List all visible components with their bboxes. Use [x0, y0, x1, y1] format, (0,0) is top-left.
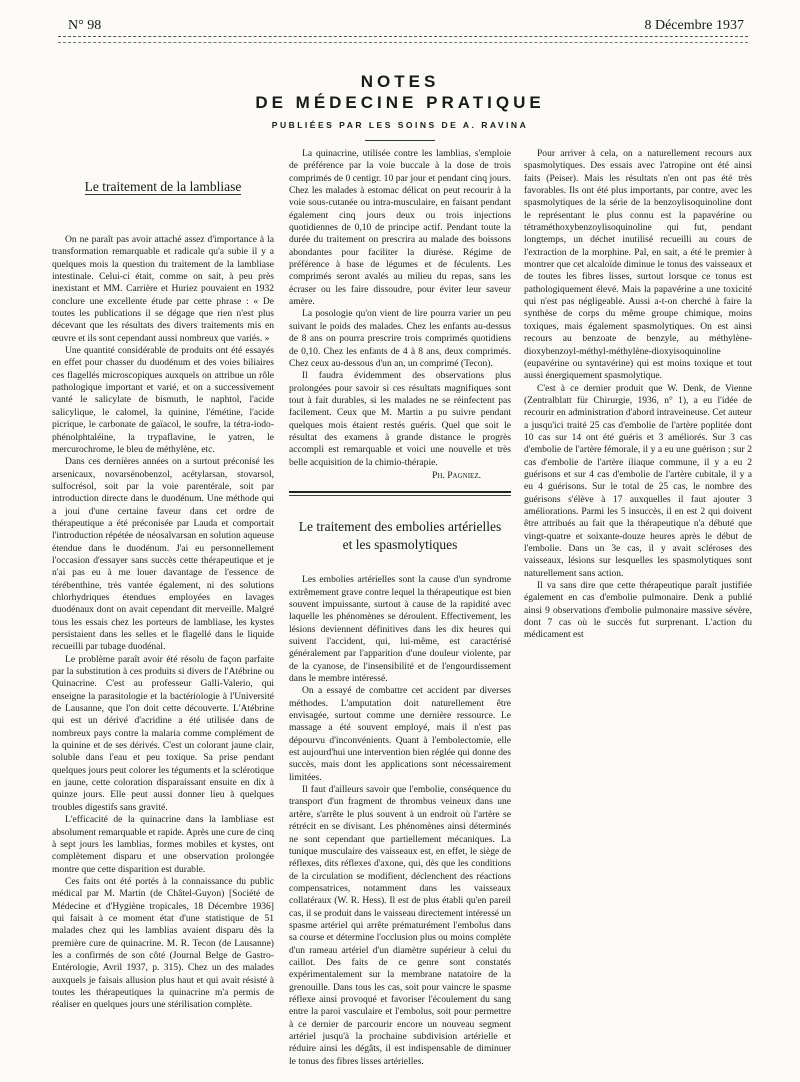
- header-rule: [58, 36, 748, 37]
- article2-paragraph: On a essayé de combattre cet accident par diverses méthodes. L'amputation doit naturellement être envisagée, surtout comme une dernière ressource. Le massage a été souvent employé, mais il n'est pas dépourvu d'inconvénients. Quant à l'embolectomie, elle est aujourd'hui une intervention bien réglée qui donne des succès, mais dont les applications sont nécessairement limitées.: [289, 685, 511, 783]
- article2-paragraph: Il va sans dire que cette thérapeutique paraît justifiée également en cas d'embolie pulmonaire. Denk a publié ainsi 9 observations d'embolie pulmonaire massive sévère, dont 7 cas où le succès fut surprenant. L'action du médicament est: [524, 580, 752, 641]
- issue-number: N° 98: [68, 18, 102, 33]
- column-3: [524, 148, 752, 1072]
- header-rule-secondary: [58, 42, 748, 43]
- article2-title: Le traitement des embolies artérielles et les spasmolytiques: [298, 519, 502, 553]
- article2-paragraph: C'est à ce dernier produit que W. Denk, de Vienne (Zentralblatt für Chirurgie, 1936, n° 1), a eu l'idée de recourir en administration d'abord intraveineuse. Cet auteur a jusqu'ici traité 25 cas d'embolie de l'artère poplitée dont 10 cas sur 14 ont été guéris et 3 améliorés. Sur 3 cas d'embolie de l'artère fémorale, il y a eu une guérison ; sur 2 cas d'embolie de l'artère iliaque commune, il y a eu 2 guérisons et sur 4 cas d'embolie de l'artère cubitale, il y a eu 4 guérisons. Sur le total de 25 cas, le nombre des guérisons s'élève à 17 auxquelles il faut ajouter 3 améliorations. Parmi les 5 insuccès, il en est 2 qui doivent être attribués au fait que la thérapeutique n'a débuté que vingt-quatre et soixante-douze heures après le début de l'embolie. Dans un 3e cas, il y avait scléroses des vaisseaux, lésions sur lesquelles les spasmolytiques sont naturellement sans action.: [524, 382, 752, 579]
- article1-paragraph: Le problème paraît avoir été résolu de façon parfaite par la substitution à ces produits si divers de l'Atébrine ou Quinacrine. C'est au professeur Galli-Valerio, qui enseigne la parasitologie et la bactériologie à l'Université de Lausanne, que l'on doit cette découverte. L'Atébrine qui est un dérivé d'acridine a été utilisée dans de nombreux pays contre la malaria comme complément de la quinine et de ses dérivés. C'est un colorant jaune clair, soluble dans l'eau et peu toxique. Sa prise pendant quelques jours peut colorer les téguments et la sclérotique en jaune, cette coloration disparaissant ensuite en dix à quinze jours. Elle peut aussi donner lieu à quelques troubles digestifs sans gravité.: [52, 653, 274, 813]
- column-2: [289, 148, 511, 1072]
- issue-date: 8 Décembre 1937: [644, 18, 744, 33]
- masthead-line1: NOTES: [360, 72, 440, 91]
- article2-paragraph: Les embolies artérielles sont la cause d'un syndrome extrêmement grave contre lequel la thérapeutique est bien souvent impuissante, surtout à cause de la rapidité avec laquelle les phénomènes se déroulent. Effectivement, les lésions deviennent définitives dans les dix heures qui suivent l'accident, qui, lui-même, est caractérisé généralement par l'apparition d'une douleur violente, par de la cyanose, de l'insensibilité et de l'engourdissement dans le membre intéressé.: [289, 574, 511, 685]
- article-separator-thin: [289, 495, 511, 496]
- masthead-rule: [365, 140, 435, 141]
- article1-paragraph: Il faudra évidemment des observations plus prolongées pour savoir si ces résultats magnifiques sont tout à fait durables, si les malades ne se réinfectent pas facilement. Ceux que M. Martin a pu suivre pendant quelques mois étaient restés guéris. Quel que soit le résultat des examens à grande distance le progrès accompli est remarquable et voici une nouvelle et très belle acquisition de la chimio-thérapie.: [289, 370, 511, 468]
- article-separator: [289, 491, 511, 493]
- article1-paragraph: La quinacrine, utilisée contre les lamblias, s'emploie de préférence par la voie buccale à la dose de trois comprimés de 0 centigr. 10 par jour et pendant cinq jours. Chez les malades à estomac délicat on peut recourir à la voie sous-cutanée ou intra-musculaire, en faisant pendant également cinq jours deux ou trois injections quotidiennes de 0,10 de principe actif. Pendant toute la durée du traitement on prescrira au malade des boissons abondantes pour faciliter la diurèse. Régime de préférence à base de légumes et de féculents. Les comprimés seront avalés au milieu du repas, sans les écraser ou les faire dissoudre, pour éviter leur saveur amère.: [289, 148, 511, 308]
- running-header: [68, 18, 744, 38]
- masthead: [0, 72, 800, 141]
- article1-paragraph: Une quantité considérable de produits ont été essayés en effet pour chasser du duodénum et des voies biliaires ces flagellés microscopiques auxquels on attribue un rôle pathologique important et varié, et on a successivement vanté le salicylate de bismuth, le naphtol, l'acide salicylique, le calomel, la quinine, l'émétine, l'acide picrique, le carbonate de gaïacol, le soufre, la tétra-iodo-phénolphtaléine, la trypaflavine, le yatren, le mercurochrome, le bleu de méthylène, etc.: [52, 345, 274, 455]
- article2-paragraph: Il faut d'ailleurs savoir que l'embolie, conséquence du transport d'un fragment de thrombus veineux dans une artère, s'arrête le plus souvent à un endroit où l'artère se rétrécit en se divisant. Les phénomènes ainsi déterminés ne sont cependant que partiellement mécaniques. La tunique musculaire des vaisseaux est, en effet, le siège de réflexes, dits réflexes d'axone, qui, dès que les conditions de la circulation se modifient, déclenchent des réactions compensatrices, notamment dans les vaisseaux collatéraux (W. R. Hess). Il est de plus établi qu'en pareil cas, il se produit dans le vaisseau directement intéressé un spasme artériel qui arrête prématurément l'embolus dans sa course et détermine l'occlusion plus ou moins complète d'un rameau artériel d'un diamètre supérieur à celui du caillot. Des faits de ce genre sont constatés expérimentalement sur la membrane natatoire de la grenouille. Dans tous les cas, soit pour vaincre le spasme réflexe ainsi provoqué et favoriser l'écoulement du sang entre la paroi vasculaire et l'embolus, soit pour permettre à ce dernier de parcourir encore un nouveau segment artériel jusqu'à la prochaine subdivision artérielle et réduire ainsi les dégâts, il est indispensable de diminuer le tonus des fibres lisses artérielles.: [289, 784, 511, 1067]
- article1-paragraph: On ne paraît pas avoir attaché assez d'importance à la transformation remarquable et radicale qu'a subie il y a quelques mois la question du traitement de la lambliase intestinale. Celui-ci était, comme on sait, à peu près inexistant et MM. Carrière et Huriez pouvaient en 1932 conclure une excellente étude par cette phrase : « De toutes les publications il se dégage que rien n'est plus décevant que les résultats des divers traitements mis en œuvre et ils sont cependant aussi nombreux que variés. »: [52, 234, 274, 344]
- column-1: [52, 148, 274, 1012]
- article1-paragraph: Dans ces dernières années on a surtout préconisé les arsenicaux, novarsénobenzol, acétylarsan, stovarsol, sulfocrésol, soit par la voie parentérale, soit par introduction directe dans le duodénum. Une méthode qui a joui d'une certaine faveur dans cet ordre de thérapeutique a été préconisée par Lauda et comportait l'introduction répétée de néosalvarsan en solution aqueuse étendue dans le duodénum. J'ai eu personnellement l'occasion d'essayer sans succès cette thérapeutique et je n'ai pas eu à me louer davantage de l'essence de térébenthine, très vantée également, ni des solutions chlorhydriques étendues employées en lavages duodénaux dont on avait cependant dit merveille. Malgré tous les essais chez les porteurs de lambliase, les kystes persistaient dans les selles et le flagellé dans le liquide recueilli par tubage duodénal.: [52, 456, 274, 653]
- article1-title: Le traitement de la lambliase: [84, 179, 242, 194]
- article1-paragraph: La posologie qu'on vient de lire pourra varier un peu suivant le poids des malades. Chez les enfants au-dessus de 8 ans on pourra prescrire trois comprimés quotidiens de 0,10. Chez les enfants de 4 à 8 ans, deux comprimés. Chez ceux au-dessous d'un an, un comprimé (Tecon).: [289, 308, 511, 369]
- masthead-editor: PUBLIÉES PAR LES SOINS DE A. RAVINA: [271, 120, 529, 130]
- masthead-line2: DE MÉDECINE PRATIQUE: [255, 93, 545, 112]
- article2-paragraph: Pour arriver à cela, on a naturellement recours aux spasmolytiques. Des essais avec l'atropine ont été ainsi faits (Peiser). Mais les résultats n'en ont pas été très favorables. Ils ont été plus importants, par contre, avec les spasmolytiques de la série de la benzoylisoquinoline dont le représentant le plus connu est la papavérine ou tétraméthoxybenzoylisoquinoline qui fut, pendant longtemps, un déchet inutilisé recueilli au cours de l'extraction de la morphine. Pal, en sait, a été le premier à montrer que cet alcaloïde diminue le tonus des vaisseaux et de toutes les fibres lisses, surtout lorsque ce tonus est pathologiquement élevé. Mais la papavérine a une toxicité qui n'est pas négligeable. Aussi a-t-on cherché à faire la synthèse de corps du même groupe chimique, moins toxiques, mais également spasmolytiques. On est ainsi recours au benzoate de benzyle, au méthylène-dioxybenzoyl-méthyl-méthylène-dioxyisoquinoline (eupavérine ou syntavérine) qui est moins toxique et tout aussi énergiquement spasmolytique.: [524, 148, 752, 382]
- article1-paragraph: Ces faits ont été portés à la connaissance du public médical par M. Martin (de Châtel-Guyon) [Société de Médecine et d'Hygiène tropicales, 18 Décembre 1936] qui faisait à ce moment état d'une statistique de 51 malades chez qui les lamblias avaient disparu dès la première cure de quinacrine. M. R. Tecon (de Lausanne) les a confirmés de son côté (Journal Belge de Gastro-Entérologie, Avril 1937, p. 315). Chez un des malades auxquels je faisais allusion plus haut et qui avait résisté à toutes les thérapeutiques la quinacrine m'a permis de réaliser en quelques jours une stérilisation complète.: [52, 875, 274, 1011]
- article1-signature: Ph. Pagniez.: [432, 469, 481, 481]
- article1-paragraph: L'efficacité de la quinacrine dans la lambliase est absolument remarquable et rapide. Après une cure de cinq à sept jours les lamblias, formes mobiles et kystes, ont complètement disparu et une observation prolongée montre que cette disparition est durable.: [52, 814, 274, 875]
